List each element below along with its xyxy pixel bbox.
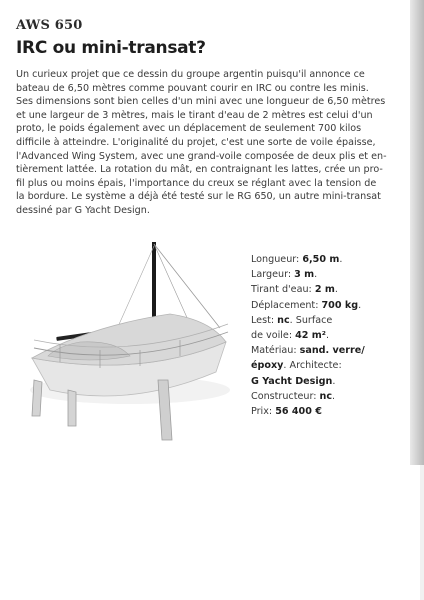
article-body-line: fil plus ou moins épais, l'importance du creux se réglant avec la tension de — [16, 177, 377, 189]
spec-suffix: . — [358, 299, 362, 311]
article-body-line: proto, le poids également avec un déplacement de seulement 700 kilos — [16, 123, 362, 135]
spec-suffix: . — [326, 330, 330, 342]
sailboat-illustration — [20, 240, 245, 445]
spec-label: Lest: — [251, 314, 278, 326]
spec-value: 56 400 € — [275, 406, 322, 418]
spec-value: G Yacht Design — [251, 375, 333, 387]
article-body-line: tièrement lattée. La rotation du mât, en contraignant les lattes, crée un pro- — [16, 164, 383, 176]
spec-value: 2 m — [314, 284, 335, 296]
spec-value: époxy — [251, 360, 284, 372]
spec-row — [251, 313, 401, 328]
article-body-line: la bordure. Le système a déjà été testé sur le RG 650, un autre mini-transat — [16, 191, 381, 203]
article-body-line: Un curieux projet que ce dessin du groupe argentin puisqu'il annonce ce — [16, 69, 365, 80]
spec-suffix: . — [334, 284, 338, 296]
spec-row — [251, 374, 401, 389]
spec-suffix: . — [332, 390, 336, 402]
spec-row — [251, 389, 401, 404]
spec-label: Prix: — [251, 406, 276, 418]
spec-suffix: . — [332, 375, 336, 387]
spec-value: nc — [319, 390, 333, 402]
spec-label: de voile: — [251, 330, 296, 342]
spec-suffix: . — [314, 269, 318, 281]
spec-label: Tirant d'eau: — [251, 284, 315, 296]
article-body-line: Ses dimensions sont bien celles d'un mini avec une longueur de 6,50 mètres — [16, 96, 386, 108]
spec-suffix: . Surface — [289, 314, 333, 326]
spec-label: Matériau: — [251, 345, 300, 357]
spec-row — [251, 267, 401, 282]
spec-value: nc — [277, 314, 290, 326]
article-body-line: dessiné par G Yacht Design. — [16, 204, 150, 216]
spec-label: Longueur: — [251, 254, 303, 265]
spec-row — [251, 404, 401, 419]
spec-value: 700 kg — [321, 299, 359, 311]
spec-row — [251, 343, 401, 358]
spec-sheet — [251, 252, 401, 419]
rudder-right — [68, 390, 76, 426]
spec-row — [251, 282, 401, 297]
spec-row — [251, 298, 401, 313]
boat-model-name: AWS 650 — [16, 18, 83, 33]
spec-value: 6,50 m — [302, 254, 340, 265]
spec-suffix: . — [339, 254, 343, 265]
article-body-line: difficile à atteindre. L'originalité du projet, c'est une sorte de voile épaisse, — [16, 136, 376, 148]
article-body-line: l'Advanced Wing System, avec une grand-voile composée de deux plis et en- — [16, 150, 387, 162]
spec-value: sand. verre/ — [299, 345, 365, 357]
spec-suffix: . Architecte: — [283, 360, 342, 372]
spec-row — [251, 358, 401, 373]
article-body-line: et une largeur de 3 mètres, mais le tirant d'eau de 2 mètres est celui d'un — [16, 109, 373, 121]
spec-label: Déplacement: — [251, 299, 322, 311]
spec-row — [251, 328, 401, 343]
spec-value: 42 m² — [295, 330, 326, 342]
page-gutter-edge — [420, 465, 424, 600]
spec-label: Largeur: — [251, 269, 295, 281]
spec-row — [251, 252, 401, 267]
rudder-left — [32, 380, 42, 416]
article-body-line: bateau de 6,50 mètres comme pouvant courir en IRC ou contre les minis. — [16, 82, 369, 94]
spec-label: Constructeur: — [251, 390, 320, 402]
spec-value: 3 m — [294, 269, 315, 281]
page-gutter-shadow — [410, 0, 424, 465]
article-body — [16, 68, 398, 218]
article-headline: IRC ou mini-transat? — [16, 38, 206, 58]
